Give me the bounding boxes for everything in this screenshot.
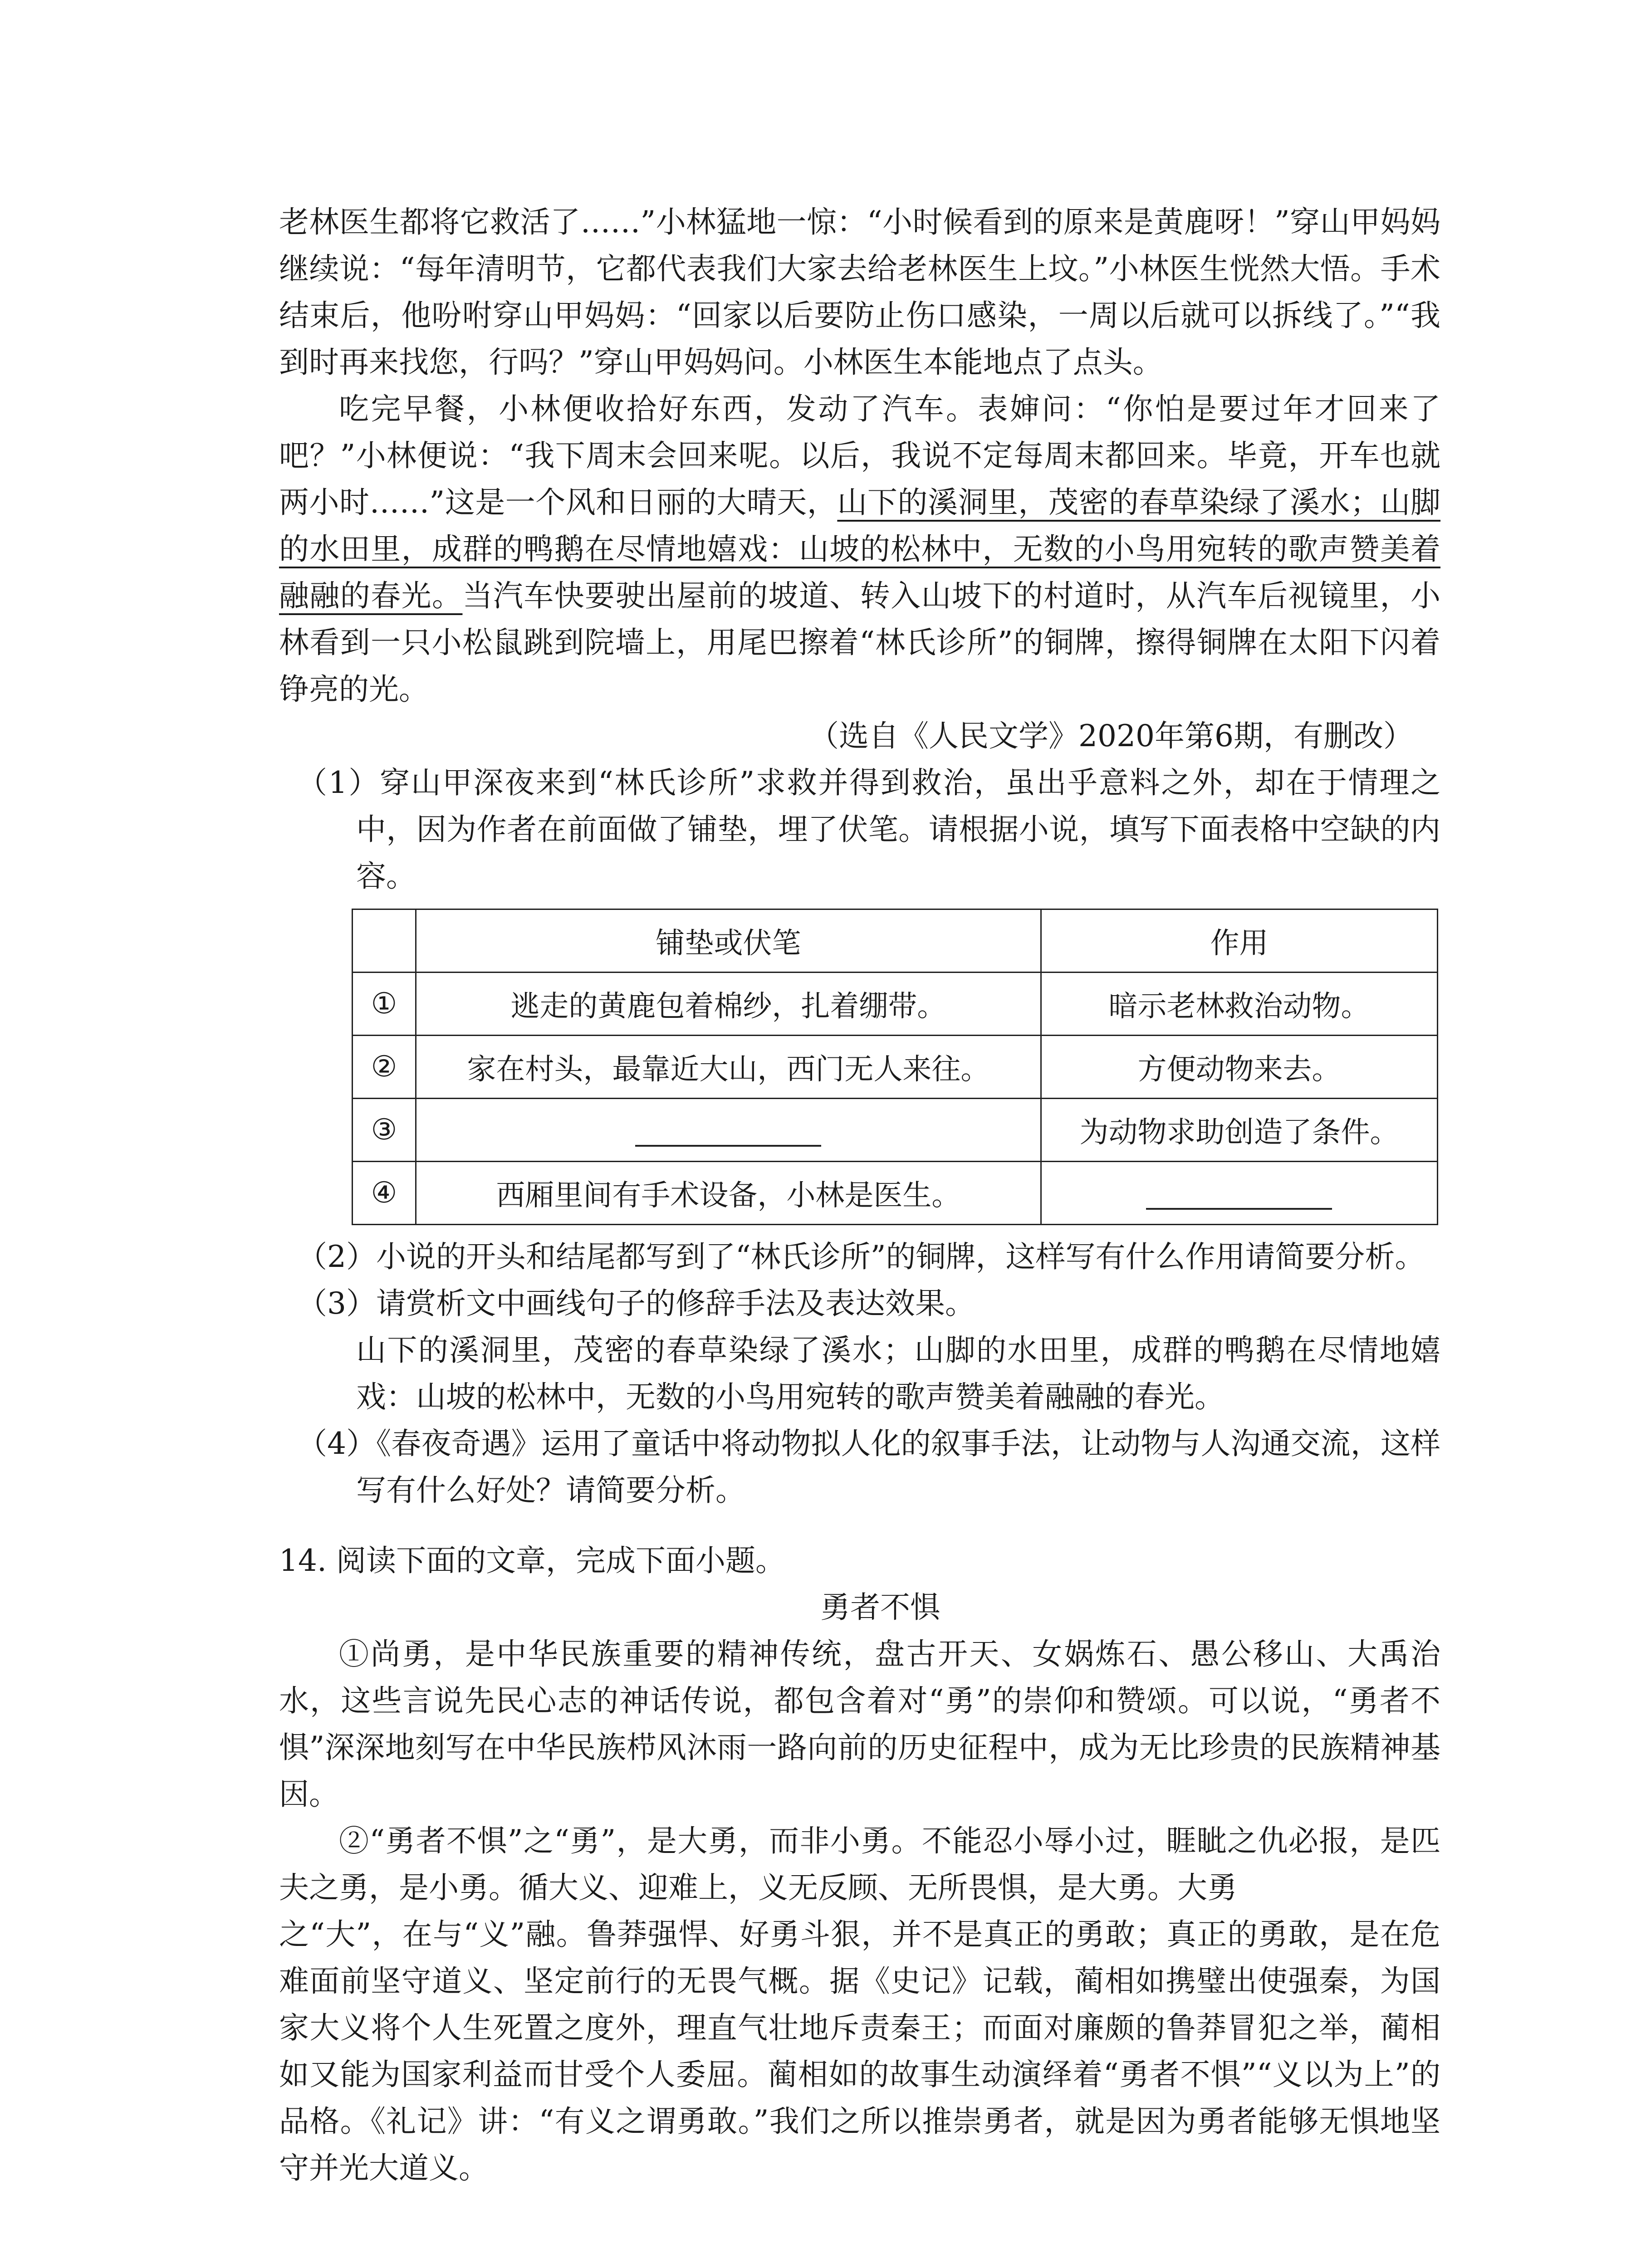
page-content [279,199,1440,2191]
answer-blank[interactable] [1146,1181,1332,1210]
effect-cell: 暗示老林救治动物。 [1041,973,1437,1036]
clue-cell-blank[interactable] [416,1099,1041,1162]
source-citation: （选自《人民文学》2020年第6期，有删改） [809,719,1413,753]
table-row [353,1099,1438,1162]
row-number: ④ [353,1162,416,1225]
question-2: （2）小说的开头和结尾都写到了“林氏诊所”的铜牌，这样写有什么作用请简要分析。 [297,1239,1425,1274]
row-number: ② [353,1036,416,1099]
article-paragraph-2: ②“勇者不惧”之“勇”，是大勇，而非小勇。不能忍小辱小过，睚眦之仇必报，是匹夫之勇，是小勇。循大义、迎难上，义无反顾、无所畏惧，是大勇。大勇 [279,1823,1440,1905]
underlined-sentence: 山下的溪洞里，茂密的春草染绿了溪水；山脚的水田里，成群的鸭鹅在尽情地嬉戏：山坡的松林中，无数的小鸟用宛转的歌声赞美着融融的春光。 [279,485,1440,613]
table-header-cell [353,909,416,973]
spacer [279,1514,1440,1537]
table-header-cell: 铺垫或伏笔 [416,909,1041,973]
article-title: 勇者不惧 [820,1590,940,1625]
story-paragraph-2-part-b: 当汽车快要驶出屋前的坡道、转入山坡下的村道时，从汽车后视镜里，小林看到一只小松鼠跳到院墙上，用尾巴擦着“林氏诊所”的铜牌，擦得铜牌在太阳下闪着铮亮的光。 [279,578,1441,707]
article-paragraph-2-continued: 之“大”，在与“义”融。鲁莽强悍、好勇斗狠，并不是真正的勇敢；真正的勇敢，是在危难面前坚守道义、坚定前行的无畏气概。据《史记》记载，蔺相如携璧出使强秦，为国家大义将个人生死置之度外，理直气壮地斥责秦王；而面对廉颇的鲁莽冒犯之举，蔺相如又能为国家利益而甘受个人委屈。蔺相如的故事生动演绎着“勇者不惧”“义以为上”的品格。《礼记》讲：“有义之谓勇敢。”我们之所以推崇勇者，就是因为勇者能够无惧地坚守并光大道义。 [279,1917,1440,2185]
table-header-cell: 作用 [1041,909,1437,973]
question-3-quote: 山下的溪洞里，茂密的春草染绿了溪水；山脚的水田里，成群的鸭鹅在尽情地嬉戏：山坡的松林中，无数的小鸟用宛转的歌声赞美着融融的春光。 [356,1333,1440,1414]
question-1: （1）穿山甲深夜来到“林氏诊所”求救并得到救治，虽出乎意料之外，却在于情理之中，因为作者在前面做了铺垫，埋了伏笔。请根据小说，填写下面表格中空缺的内容。 [297,765,1440,894]
article-paragraph-1: ①尚勇，是中华民族重要的精神传统，盘古开天、女娲炼石、愚公移山、大禹治水，这些言说先民心志的神话传说，都包含着对“勇”的崇仰和赞颂。可以说，“勇者不惧”深深地刻写在中华民族栉风沐雨一路向前的历史征程中，成为无比珍贵的民族精神基因。 [279,1637,1440,1812]
question-14-prompt: 14. 阅读下面的文章，完成下面小题。 [279,1543,785,1578]
question-3: （3）请赏析文中画线句子的修辞手法及表达效果。 [297,1286,975,1321]
row-number: ③ [353,1099,416,1162]
clue-cell: 西厢里间有手术设备，小林是医生。 [416,1162,1041,1225]
table-header-row [353,909,1438,973]
row-number: ① [353,973,416,1036]
story-paragraph-2-part-a: 吃完早餐，小林便收拾好东西，发动了汽车。表婶问：“你怕是要过年才回来了吧？”小林便说：“我下周末会回来呢。以后，我说不定每周末都回来。毕竟，开车也就两小时……”这是一个风和日丽的大晴天， [279,391,1440,520]
table-row [353,973,1438,1036]
answer-blank[interactable] [635,1118,821,1147]
question-4: （4）《春夜奇遇》运用了童话中将动物拟人化的叙事手法，让动物与人沟通交流，这样写有什么好处？请简要分析。 [297,1426,1440,1508]
effect-cell: 为动物求助创造了条件。 [1041,1099,1437,1162]
story-paragraph-2 [279,386,1440,713]
clue-cell: 逃走的黄鹿包着棉纱，扎着绷带。 [416,973,1041,1036]
clue-table [352,909,1438,1225]
clue-cell: 家在村头，最靠近大山，西门无人来往。 [416,1036,1041,1099]
effect-cell-blank[interactable] [1041,1162,1437,1225]
table-row [353,1162,1438,1225]
story-paragraph-1: 老林医生都将它救活了……”小林猛地一惊：“小时候看到的原来是黄鹿呀！”穿山甲妈妈继续说：“每年清明节，它都代表我们大家去给老林医生上坟。”小林医生恍然大悟。手术结束后，他吩咐穿山甲妈妈：“回家以后要防止伤口感染，一周以后就可以拆线了。”“我到时再来找您，行吗？”穿山甲妈妈问。小林医生本能地点了点头。 [279,205,1440,380]
table-row [353,1036,1438,1099]
effect-cell: 方便动物来去。 [1041,1036,1437,1099]
